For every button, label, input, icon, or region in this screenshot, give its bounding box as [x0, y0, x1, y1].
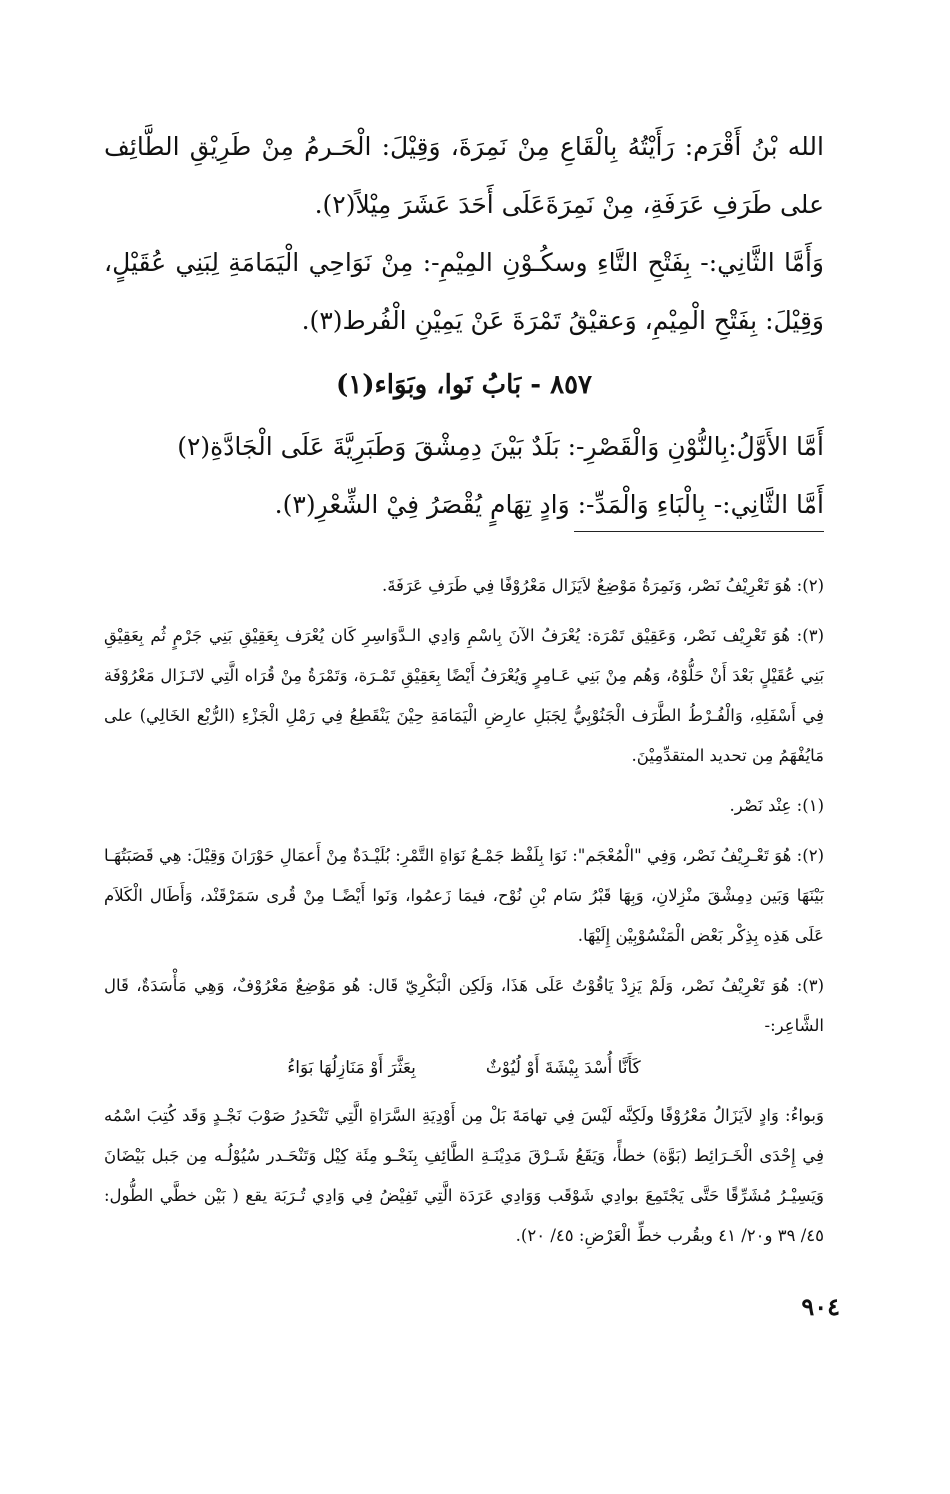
main-text [104, 118, 824, 534]
footnote-1: (١): عِنْد نَصْر. [729, 796, 824, 815]
footnote-2b: (٢): هُوَ تَعْـرِيْفُ نَصْر، وَفِي "الْمُعْجَم": نَوَا بِلَفْظ جَمْـعُ نَوَاةِ التَّمْرِ: بُلَيْـدَةٌ مِنْ أَعمَالِ حَوْرَانَ وَقِيْلَ: هِي قَصَبَتُهَـا بَيْنَهَا وَبَين دِمِشْقَ منْزِلانِ، وَبِهَا قَبْرُ سَام بْنِ نُوْح، فيمَا زَعمُوا، وَنَوا أَيْضًـا مِنْ قُرى سَمَرْقَنْد، وَأَطَال الْكَلاَم عَلَى هَذِه بِذِكْر بَعْض الْمَنْسُوْبِيْن إِلَيْهَا. [104, 846, 824, 945]
footnote-continuation: وَبواءُ: وَادٍ لاَيَزَالُ مَعْرُوْفًا ولَكِنَّه لَيْسَ فِي تهامَةَ بَلْ مِن أَوْدِيَةِ السَّرَاةِ الَّتِي تَنْحَدِرُ صَوْبَ نَجْـدٍ وَقَد كُتِبَ اسْمُه فِي إِحْدَى الْخَـرَائِط (بَوَّة) خطأً، وَيَقَعُ شَـرْقَ مَدِيْنَـةِ الطَّائِفِ بِنَحْـو مِئَة كِيْل وَتَنْحَـدر سُيُوْلُـه مِن جَبل بَيْضَانَ وَيَسِيْـرُ مُشَرِّقًا حَتَّى يَجْتَمِعَ بوادِي شَوْقَب وَوَادِي عَرَدَة الَّتِي تَفِيْضُ فِي وَادِي تُـرَبَة يقع ( بَيْن خطَّي الطُّول: ٤٥/ ٣٩ و٢٠/ ٤١ وبقُرب خطِّ الْعَرْضِ: ٤٥/ ٢٠). [104, 1106, 824, 1245]
chapter-title: ٨٥٧ - بَابُ نَوا، وبَوَاء(١) [335, 370, 593, 400]
footnote-separator [574, 531, 824, 532]
paragraph-3: أَمَّا الأَوَّلُ:بِالنُّوْنِ وَالْقَصْرِ-: بَلَدٌ بَيْنَ دِمِشْقَ وَطَبَرِيَّةَ عَلَى الْجَادَّةِ(٢) [177, 432, 824, 461]
paragraph-2: وَأَمَّا الثَّانِي:- بِفَتْحِ التَّاءِ وسكُـوْنِ المِيْمِ-: مِنْ نَوَاحِي الْيَمَامَةِ لِبَنِي عُقَيْلٍ، وَقِيْلَ: بِفَتْحِ الْمِيْمِ، وَعقيْقُ تَمْرَةَ عَنْ يَمِيْنِ الْفُرط(٣). [104, 248, 824, 335]
paragraph-1: الله بْنُ أَقْرَم: رَأَيْتُهُ بِالْقَاعِ مِنْ نَمِرَةَ، وَقِيْلَ: الْحَـرمُ مِنْ طَرِيْقِ الطَّائِف على طَرَفِ عَرَفَةِ، مِنْ نَمِرَةَعَلَى أَحَدَ عَشَرَ مِيْلاً(٢). [104, 132, 824, 219]
footnote-3a: (٣): هُوَ تَعْرِيْف نَصْر، وَعَقِيْق تَمْرَة: يُعْرَفُ الآنَ بِاسْمِ وَادِي الـدَّوَاسِرِ كَان يُعْرَف بِعَقِيْقِ بَنِي جَرْمٍ ثُم بِعَقِيْقِ بَنِي عُقَيْلٍ بَعْدَ أَنْ حَلُّوْهُ، وَهُم مِنْ بَنِي عَـامِرٍ وَيُعْرَفُ أَيْضًا بِعَقِيْقِ تَمْـرَة، وَتَمْرَةُ مِنْ قُرَاه الَّتِي لاتَـزَال مَعْرُوْفَة فِي أَسْفَلِهِ، وَالْفُـرْطُ الطَّرَف الْجَنُوْبِيُّ لِجَبَلِ عارِضِ الْيَمَامَةِ حِيْنَ يَنْقَطِعُ فِي رَمْلِ الْجَزْءِ (الرُّبْع الخَالِي) على مَايُفْهَمُ مِن تحديد المتقدِّمِيْنَ. [104, 626, 824, 765]
paragraph-4: أَمَّا الثَّانِي:- بِالْبَاءِ وَالْمَدِّ-: وَادٍ تِهَامٍ يُقْصَرُ فِيْ الشِّعْرِ(٣). [274, 490, 824, 519]
footnotes [104, 566, 824, 1256]
footnote-2a: (٢): هُوَ تَعْرِيْفُ نَصْر، وَنَمِرَةُ مَوْضِعٌ لاَيَزَال مَعْرُوْفًا فِي طَرَفِ عَرَفَةَ. [381, 576, 824, 595]
poetry-verse [104, 1048, 824, 1088]
footnote-3b: (٣): هُوَ تَعْرِيْفُ نَصْر، وَلَمْ يَزِدْ يَاقُوْتُ عَلَى هَذَا، وَلَكِن الْبَكْرِيّ قَال: هُو مَوْضِعٌ مَعْرُوْفٌ، وَهِي مَأْسَدَةٌ، قَال الشَّاعِر:- [104, 976, 824, 1035]
page-number: ٩٠٤ [801, 1292, 840, 1321]
verse-second-hemistich: بِعَثَّرَ أَوْ مَنَازِلُهَا بَوَاءُ [287, 1058, 416, 1078]
verse-first-hemistich: كَأَنَّا أُسْدَ بِيْشَةَ أَوْ لُيُوْثٌ [485, 1058, 641, 1078]
